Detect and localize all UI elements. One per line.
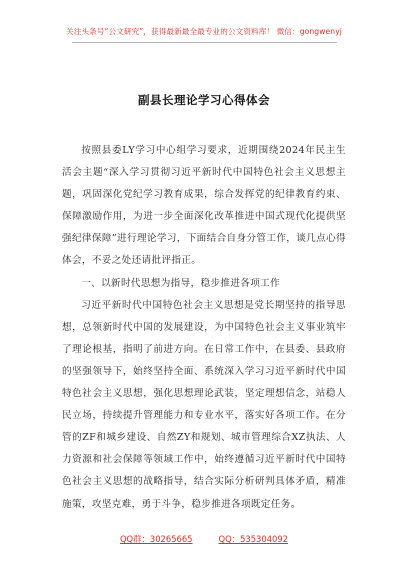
section-paragraph: 习近平新时代中国特色社会主义思想是党长期坚持的指导思想，总领新时代中国的发展建设，为中国特色社会主义事业筑牢了理论根基，指明了前进方向。在日常工作中，在县委、县政府的坚强领导下，始终坚持全面、系统深入学习习近平新时代中国特色社会主义思想，强化思想理论武装，坚定理想信念，站稳人民立场，持续提升管理能力和专业水平，落实好各项工作。在分管的ZF和城乡建设、自然ZY和规划、城市管理综合XZ执法、人力资源和社会保障等领域工作中，始终遵循习近平新时代中国特色社会主义思想的战略指导，结合实际分析研判具体矛盾，精准施策，攻坚克难，勇于斗争，稳步推进各项既定任务。	[62, 299, 346, 510]
section-heading: 一、以新时代思想为指导，稳步推进各项工作	[81, 277, 281, 289]
document-title: 副县长理论学习心得体会	[138, 93, 270, 107]
footer-contact	[0, 533, 408, 545]
header-divider	[72, 42, 337, 43]
header-banner: 关注头条号“公文研究”，获得最新最全最专业的公文资料库！ 微信：gongwenyj	[66, 27, 342, 36]
intro-paragraph: 按照县委LY学习中心组学习要求，近期围绕2024年民主生活会主题“深入学习贯彻习近平新时代中国特色社会主义思想主题，巩固深化党纪学习教育成果，综合发挥党的纪律教育约束、保障激励作用，为进一步全面深化改革推进中国式现代化提供坚强纪律保障”进行理论学习，下面结合自身分管工作，谈几点心得体会，不妥之处还请批评指正。	[62, 145, 346, 267]
footer-qq-contact: QQ：535304092	[218, 534, 289, 544]
document-body	[62, 140, 346, 516]
footer-qq-group: QQ群：30265665	[119, 534, 193, 544]
